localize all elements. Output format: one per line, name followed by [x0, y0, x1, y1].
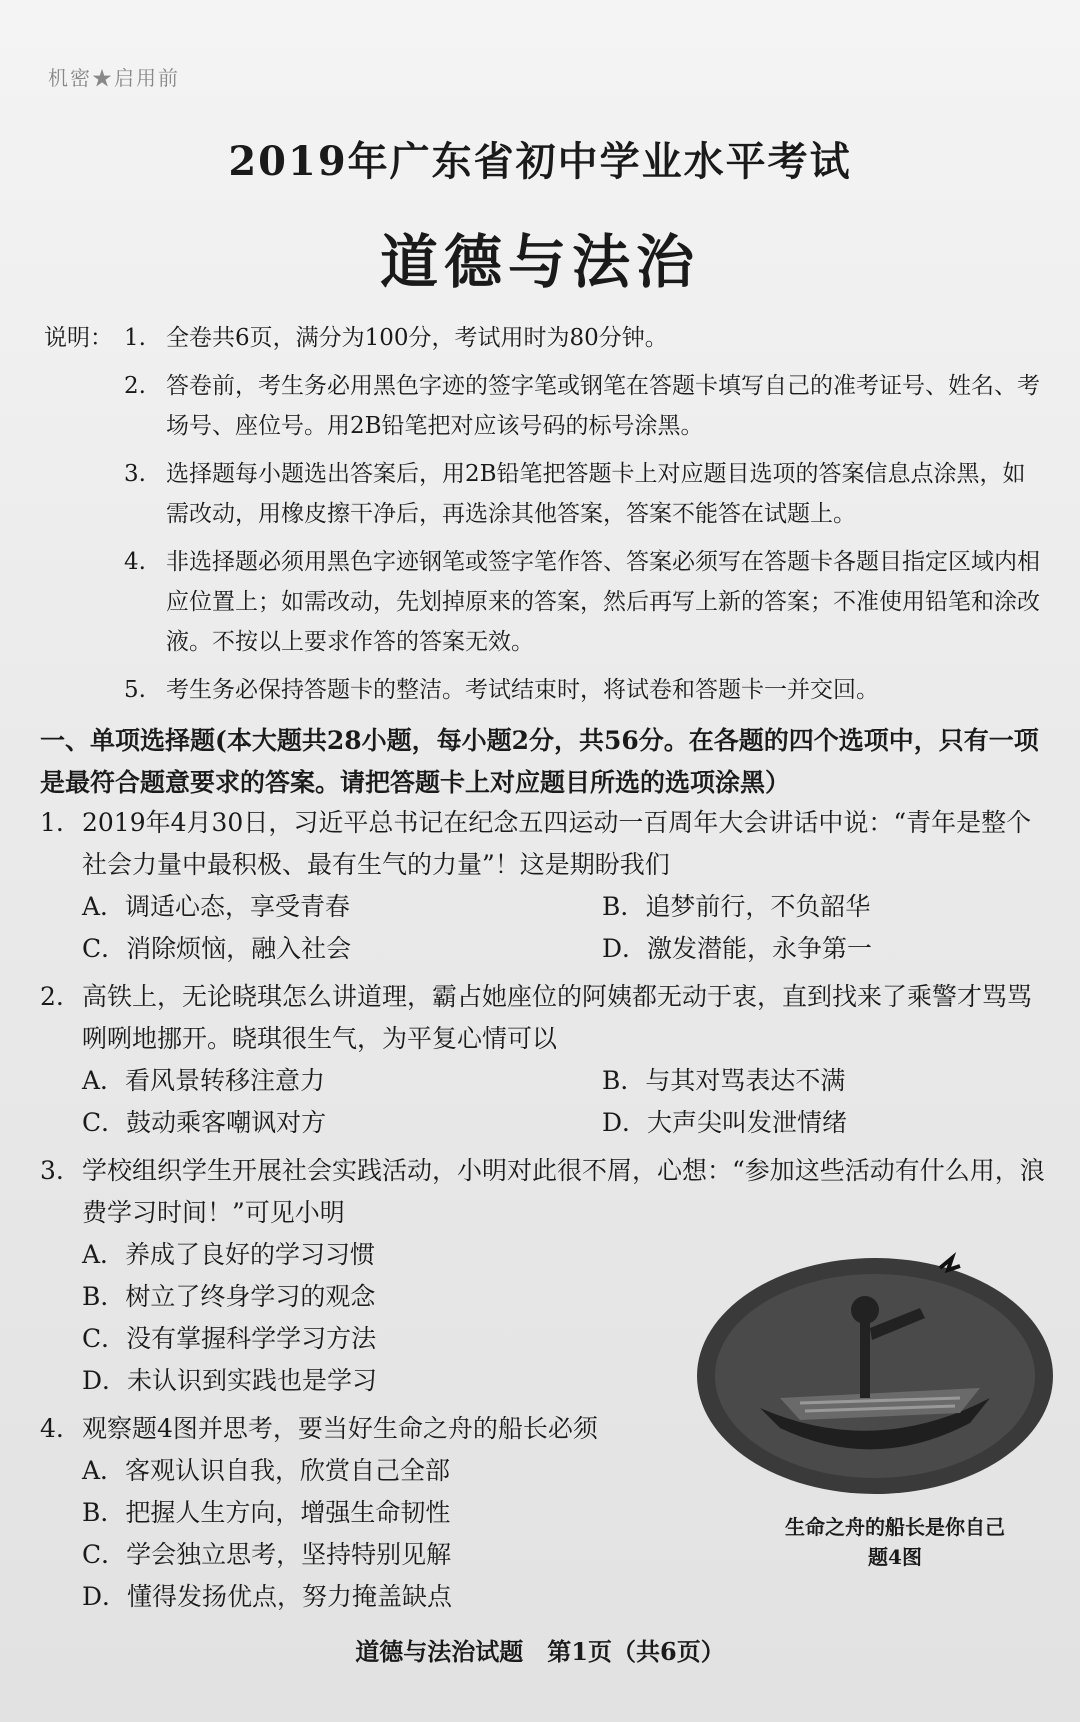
instruction-text: 答卷前，考生务必用黑色字迹的签字笔或钢笔在答题卡填写自己的准考证号、姓名、考场号、座位号。用2B铅笔把对应该号码的标号涂黑。 — [166, 373, 1040, 439]
question-stem — [40, 976, 1050, 1060]
option-d: D．激发潜能，永争第一 — [602, 934, 873, 963]
page-footer: 道德与法治试题 第1页（共6页） — [355, 1637, 725, 1666]
question-number: 2. — [40, 982, 64, 1011]
caption-line-1: 生命之舟的船长是你自己 — [785, 1515, 1005, 1539]
question-2 — [40, 976, 1050, 1144]
instruction-number: 5. — [124, 677, 146, 703]
instruction-number: 2. — [124, 373, 146, 399]
instruction-text: 全卷共6页，满分为100分，考试用时为80分钟。 — [166, 325, 668, 351]
instruction-item — [124, 366, 1044, 446]
question-text: 2019年4月30日，习近平总书记在纪念五四运动一百周年大会讲话中说：“青年是整个社会力量中最积极、最有生气的力量”！这是期盼我们 — [82, 808, 1032, 879]
instructions — [44, 318, 1044, 718]
option-d: D．懂得发扬优点，努力掩盖缺点 — [82, 1582, 453, 1611]
option-c: C．消除烦恼，融入社会 — [82, 934, 352, 963]
instruction-item — [124, 542, 1044, 662]
section-heading: 一、单项选择题(本大题共28小题，每小题2分，共56分。在各题的四个选项中，只有一项是最符合题意要求的答案。请把答题卡上对应题目所选的选项涂黑） — [40, 726, 1039, 797]
instruction-number: 1. — [124, 325, 146, 351]
question-text: 高铁上，无论晓琪怎么讲道理，霸占她座位的阿姨都无动于衷，直到找来了乘警才骂骂咧咧地挪开。晓琪很生气，为平复心情可以 — [82, 982, 1033, 1053]
question-stem — [40, 802, 1050, 886]
life-boat-illustration — [690, 1248, 1060, 1498]
question-text: 学校组织学生开展社会实践活动，小明对此很不屑，心想：“参加这些活动有什么用，浪费学习时间！”可见小明 — [82, 1156, 1045, 1227]
question-1 — [40, 802, 1050, 970]
option-c: C．没有掌握科学学习方法 — [82, 1324, 377, 1353]
instruction-item — [124, 318, 1044, 358]
option-c: C．鼓动乘客嘲讽对方 — [82, 1108, 327, 1137]
question-stem — [40, 1150, 1050, 1234]
question-number: 1. — [40, 808, 64, 837]
option-a: A．调适心态，享受青春 — [82, 892, 351, 921]
option-d: D．大声尖叫发泄情绪 — [602, 1108, 848, 1137]
caption-line-2: 题4图 — [868, 1545, 922, 1569]
option-c: C．学会独立思考，坚持特别见解 — [82, 1540, 452, 1569]
option-group — [40, 1234, 682, 1402]
option-b: B．把握人生方向，增强生命韧性 — [82, 1498, 451, 1527]
option-b: B．追梦前行，不负韶华 — [602, 892, 871, 921]
question-list — [40, 802, 1050, 1624]
option-a: A．养成了良好的学习习惯 — [82, 1240, 376, 1269]
instruction-item — [124, 670, 1044, 710]
exam-title: 2019年广东省初中学业水平考试 — [228, 138, 852, 185]
option-group — [40, 1450, 682, 1618]
option-a: A．客观认识自我，欣赏自己全部 — [82, 1456, 451, 1485]
option-a: A．看风景转移注意力 — [82, 1066, 326, 1095]
instructions-label: 说明： — [44, 325, 113, 351]
option-group — [40, 1060, 1050, 1144]
option-group — [40, 886, 1050, 970]
subject-title: 道德与法治 — [379, 228, 700, 296]
question-number: 4. — [40, 1414, 64, 1443]
instruction-number: 3. — [124, 461, 146, 487]
option-d: D．未认识到实践也是学习 — [82, 1366, 378, 1395]
confidential-mark: 机密★启用前 — [48, 66, 180, 90]
figure-caption — [730, 1512, 1060, 1572]
option-b: B．与其对骂表达不满 — [602, 1066, 846, 1095]
option-b: B．树立了终身学习的观念 — [82, 1282, 376, 1311]
instruction-number: 4. — [124, 549, 146, 575]
instruction-text: 非选择题必须用黑色字迹钢笔或签字笔作答、答案必须写在答题卡各题目指定区域内相应位置上；如需改动，先划掉原来的答案，然后再写上新的答案；不准使用铅笔和涂改液。不按以上要求作答的答案无效。 — [166, 549, 1040, 655]
instruction-text: 考生务必保持答题卡的整洁。考试结束时，将试卷和答题卡一并交回。 — [166, 677, 879, 703]
question-text: 观察题4图并思考，要当好生命之舟的船长必须 — [82, 1414, 598, 1443]
instruction-text: 选择题每小题选出答案后，用2B铅笔把答题卡上对应题目选项的答案信息点涂黑，如需改动，用橡皮擦干净后，再选涂其他答案，答案不能答在试题上。 — [166, 461, 1026, 527]
instruction-item — [124, 454, 1044, 534]
question-number: 3. — [40, 1156, 64, 1185]
